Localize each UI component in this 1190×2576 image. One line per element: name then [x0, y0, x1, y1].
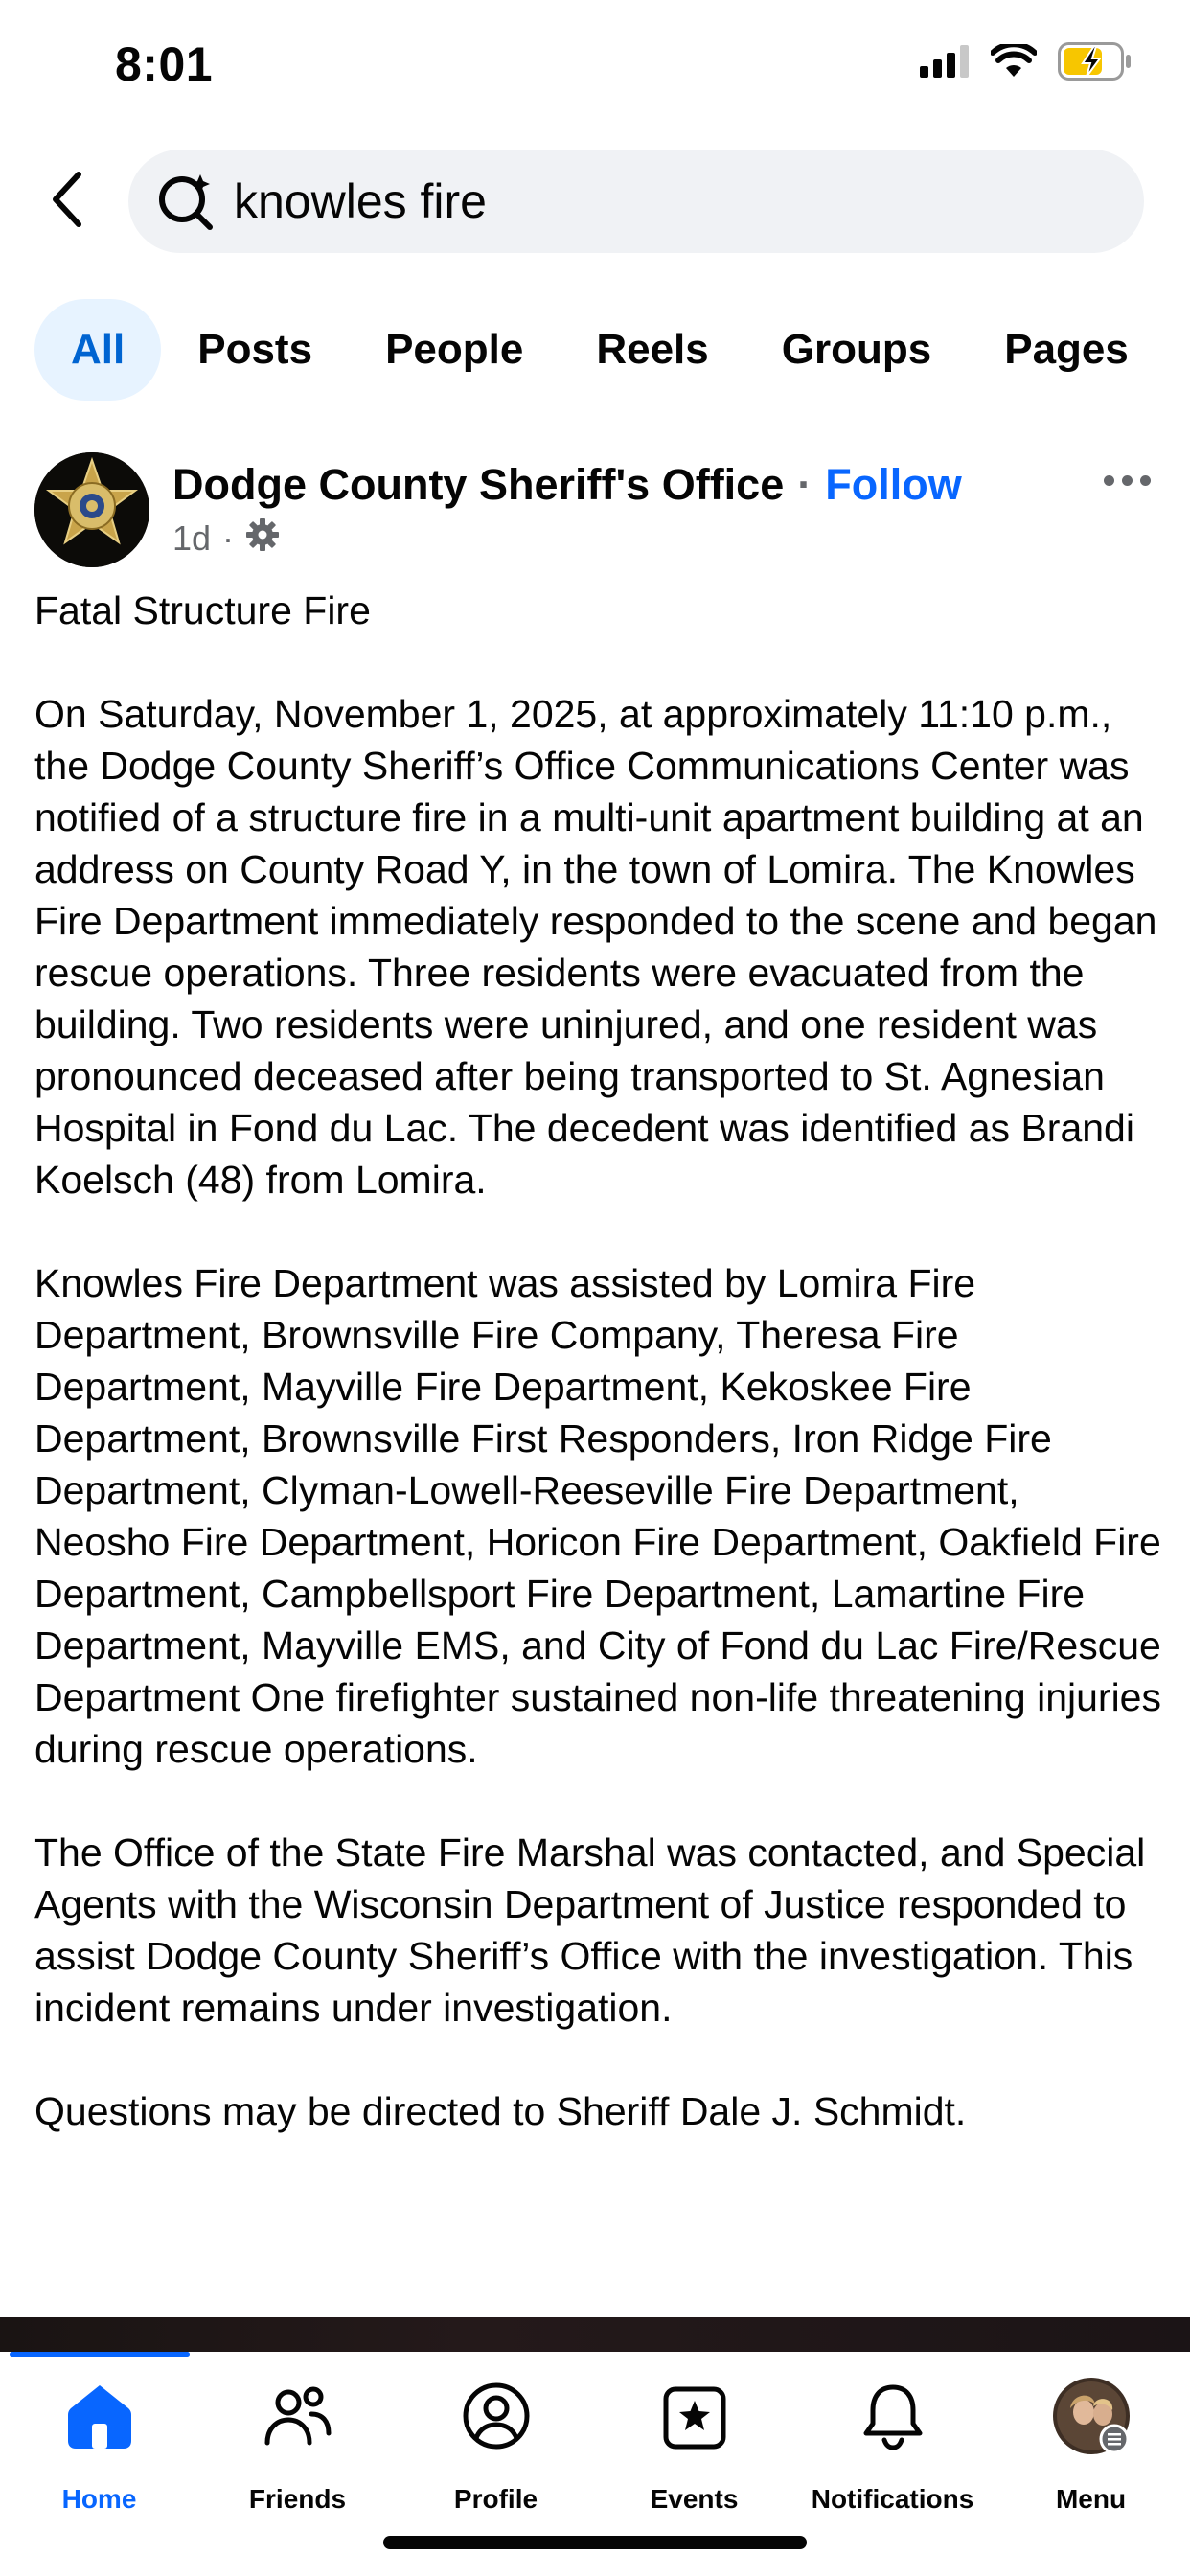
chevron-left-icon	[48, 169, 86, 235]
nav-notifications-label: Notifications	[811, 2484, 974, 2514]
nav-menu[interactable]	[992, 2373, 1190, 2517]
post-meta	[172, 518, 280, 560]
bell-icon	[793, 2373, 992, 2459]
menu-avatar-icon	[992, 2373, 1190, 2459]
home-icon	[0, 2373, 198, 2459]
nav-profile[interactable]	[397, 2373, 595, 2517]
home-indicator[interactable]	[383, 2536, 807, 2549]
nav-home-label: Home	[61, 2484, 137, 2514]
status-icons	[920, 42, 1133, 84]
tab-posts[interactable]: Posts	[197, 326, 313, 373]
post-time[interactable]: 1d	[172, 518, 212, 558]
author-name[interactable]: Dodge County Sheriff's Office	[172, 460, 785, 509]
post-text	[34, 585, 1165, 2137]
status-bar	[0, 0, 1190, 134]
wifi-icon	[991, 44, 1037, 83]
name-separator: ·	[797, 460, 812, 509]
tab-reels[interactable]: Reels	[596, 326, 709, 373]
post-paragraph: Questions may be directed to Sheriff Dale J. Schmidt.	[34, 2089, 967, 2133]
more-options-button[interactable]	[1098, 458, 1156, 502]
tab-people[interactable]: People	[385, 326, 524, 373]
post-author-row	[172, 454, 962, 516]
nav-home[interactable]	[0, 2373, 198, 2517]
author-avatar[interactable]	[34, 452, 149, 567]
back-button[interactable]	[34, 163, 100, 240]
friends-icon	[198, 2373, 397, 2459]
tab-all[interactable]: All	[34, 299, 161, 401]
profile-icon	[397, 2373, 595, 2459]
follow-button[interactable]: Follow	[825, 460, 962, 509]
gear-icon	[245, 518, 280, 561]
meta-separator: ·	[222, 518, 235, 558]
tab-groups[interactable]: Groups	[781, 326, 932, 373]
nav-events-label: Events	[650, 2484, 739, 2514]
search-input[interactable]	[128, 150, 1144, 253]
post-paragraph: The Office of the State Fire Marshal was contacted, and Special Agents with the Wisconsin Department of Justice responded to assist Dodge County Sheriff’s Office with the investigation. This incident remains under investigation.	[34, 1830, 1146, 2030]
nav-friends[interactable]	[198, 2373, 397, 2517]
more-dot-icon	[1140, 475, 1151, 486]
more-dot-icon	[1104, 475, 1114, 486]
tab-pages[interactable]: Pages	[1004, 326, 1129, 373]
events-icon	[595, 2373, 793, 2459]
battery-charging-icon	[1058, 42, 1133, 85]
status-time: 8:01	[115, 37, 214, 91]
nav-friends-label: Friends	[248, 2484, 347, 2514]
post-paragraph: Knowles Fire Department was assisted by Lomira Fire Department, Brownsville Fire Company, Theresa Fire Department, Mayville Fire Department, Kekoskee Fire Department, Brownsville First Responders, Iron Ridge Fire Department, Clyman-Lowell-Reeseville Fire Department, Neosho Fire Department, Horicon Fire Department, Oakfield Fire Department, Campbellsport Fire Department, Lamartine Fire Department, Mayville EMS, and City of Fond du Lac Fire/Rescue Department One firefighter sustained non-life threatening injuries during rescue operations.	[34, 1261, 1161, 1771]
post-media-preview[interactable]	[0, 2317, 1190, 2352]
search-filter-tabs	[34, 299, 1165, 401]
search-sparkle-icon	[155, 171, 217, 232]
nav-notifications[interactable]	[793, 2373, 992, 2517]
post-headline: Fatal Structure Fire	[34, 588, 371, 632]
post-paragraph: On Saturday, November 1, 2025, at approximately 11:10 p.m., the Dodge County Sheriff’s Office Communications Center was notified of a structure fire in a multi-unit apartment building at an address on County Road Y, in the town of Lomira. The Knowles Fire Department immediately responded to the scene and began rescue operations. Three residents were evacuated from the building. Two residents were uninjured, and one resident was pronounced deceased after being transported to St. Agnesian Hospital in Fond du Lac. The decedent was identified as Brandi Koelsch (48) from Lomira.	[34, 692, 1157, 1202]
nav-profile-label: Profile	[453, 2484, 538, 2514]
nav-events[interactable]	[595, 2373, 793, 2517]
search-query-text[interactable]: knowles fire	[234, 174, 487, 228]
more-dot-icon	[1122, 475, 1133, 486]
sheriff-star-badge-icon	[34, 452, 149, 567]
active-tab-indicator	[10, 2352, 190, 2357]
nav-menu-label: Menu	[1055, 2484, 1127, 2514]
cellular-signal-icon	[920, 45, 970, 82]
